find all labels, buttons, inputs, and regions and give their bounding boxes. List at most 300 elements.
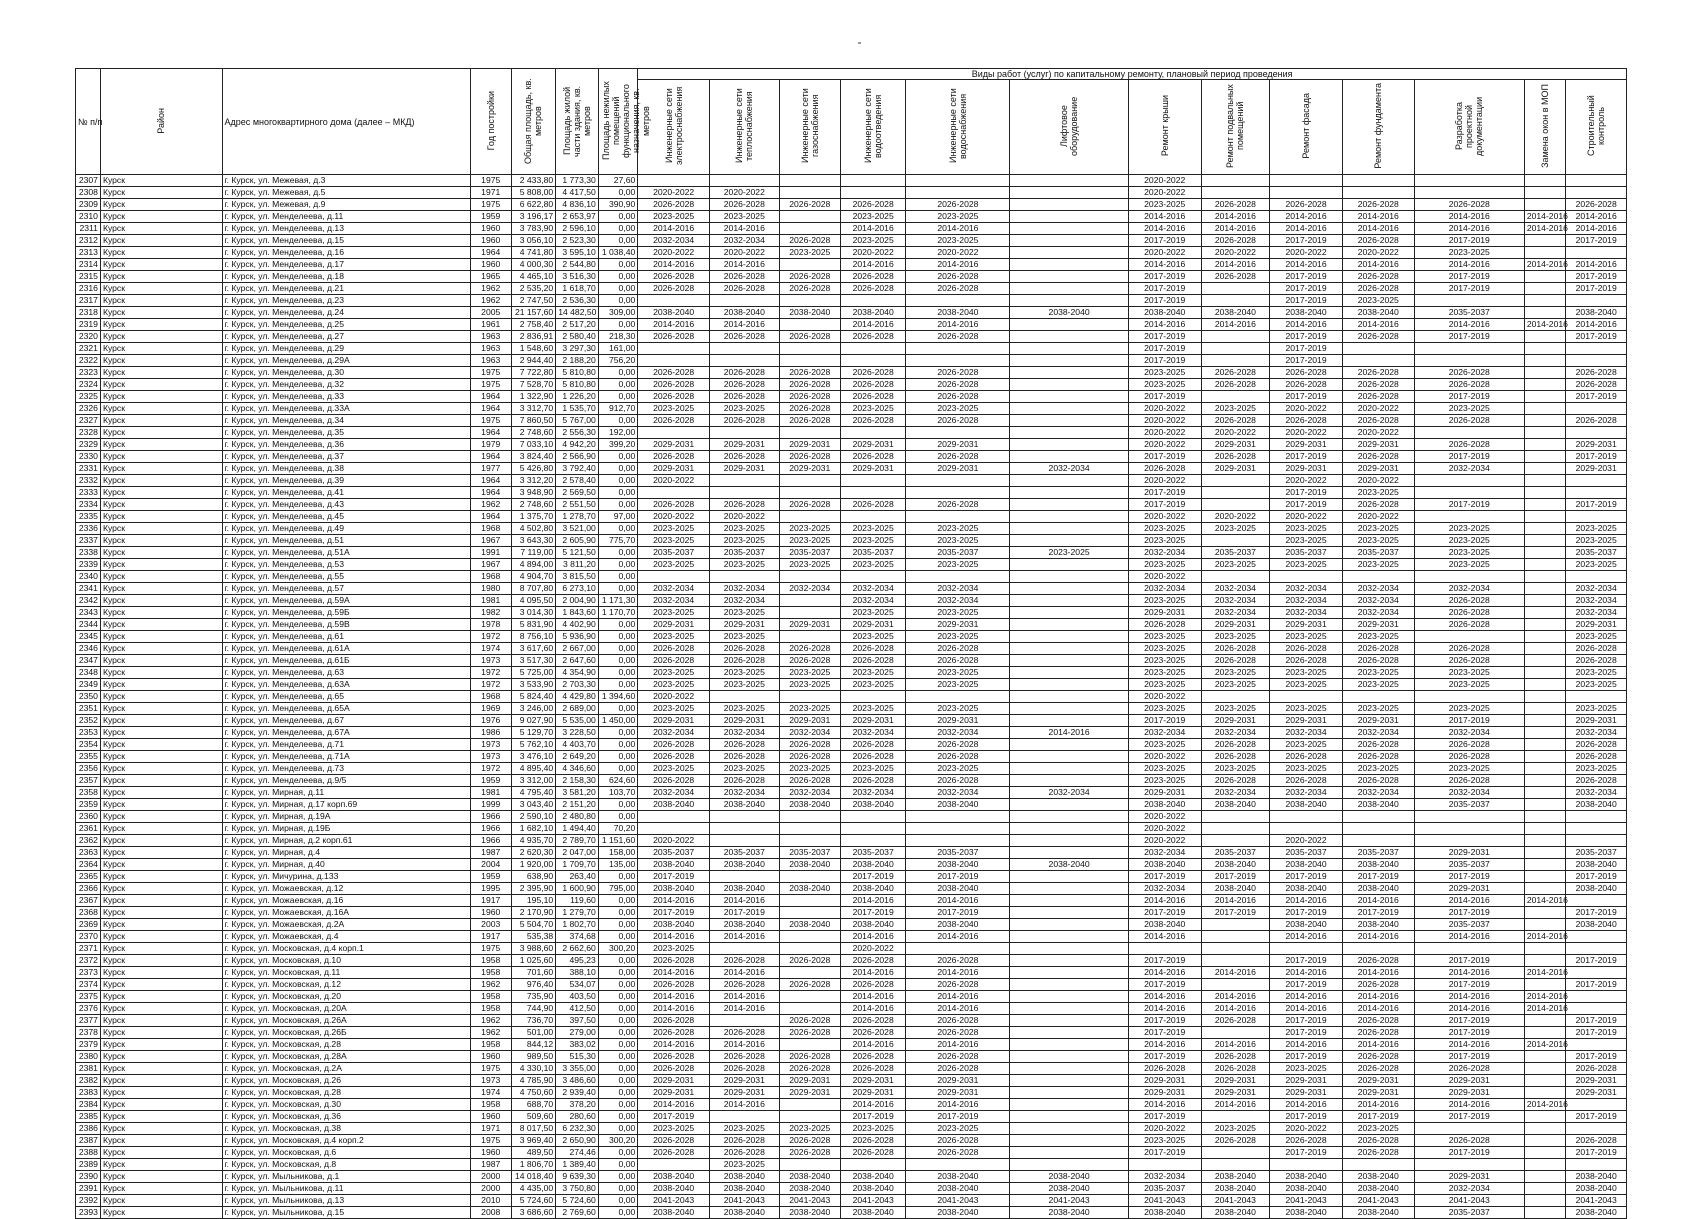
table-cell — [710, 1015, 780, 1027]
table-cell: 0,00 — [598, 1159, 637, 1171]
table-cell: 2017-2019 — [1414, 499, 1524, 511]
table-cell: 2014-2016 — [840, 967, 905, 979]
table-cell: 2023-2025 — [1270, 739, 1343, 751]
table-row — [76, 595, 1627, 607]
table-cell — [779, 943, 840, 955]
col-header-construction-control: Строительный контроль — [1566, 80, 1627, 175]
table-cell: 2023-2025 — [1201, 523, 1270, 535]
table-cell: 1975 — [470, 943, 511, 955]
table-cell — [1010, 1135, 1128, 1147]
table-cell: 2020-2022 — [1270, 427, 1343, 439]
col-header-gas: Инженерные сети газоснабжения — [779, 80, 840, 175]
table-cell: 2 703,30 — [556, 679, 599, 691]
table-cell — [1010, 1159, 1128, 1171]
table-cell: 2014-2016 — [1414, 991, 1524, 1003]
table-cell — [840, 427, 905, 439]
table-row — [76, 271, 1627, 283]
table-cell: 2029-2031 — [1270, 463, 1343, 475]
table-cell: 2014-2016 — [638, 931, 710, 943]
table-cell — [1524, 595, 1566, 607]
table-cell: 2000 — [470, 1183, 511, 1195]
table-cell: 2357 — [76, 775, 101, 787]
table-cell — [1010, 715, 1128, 727]
table-cell: 2017-2019 — [1128, 1051, 1201, 1063]
table-cell — [710, 475, 780, 487]
table-cell: г. Курск, ул. Мирная, д.19А — [222, 811, 470, 823]
table-cell: 399,20 — [598, 439, 637, 451]
table-cell: Курск — [100, 199, 222, 211]
table-cell: 2023-2025 — [710, 1123, 780, 1135]
table-cell: 1 920,00 — [511, 859, 556, 871]
table-cell: 403,50 — [556, 991, 599, 1003]
table-cell — [1128, 1159, 1201, 1171]
table-cell: г. Курск, ул. Мирная, д.11 — [222, 787, 470, 799]
table-cell: 2041-2043 — [779, 1195, 840, 1207]
table-cell: 2 590,10 — [511, 811, 556, 823]
table-cell: 2017-2019 — [1414, 979, 1524, 991]
table-cell — [1201, 175, 1270, 187]
table-cell: 2026-2028 — [1342, 1135, 1414, 1147]
table-cell: 2364 — [76, 859, 101, 871]
table-cell: 2023-2025 — [1128, 523, 1201, 535]
table-row — [76, 511, 1627, 523]
table-cell — [1010, 883, 1128, 895]
table-cell — [1524, 871, 1566, 883]
table-cell: 2014-2016 — [840, 1003, 905, 1015]
table-cell: 195,10 — [511, 895, 556, 907]
table-cell — [1010, 1051, 1128, 1063]
table-cell: 1964 — [470, 475, 511, 487]
table-cell: 2014-2016 — [1342, 967, 1414, 979]
table-cell: 3 815,50 — [556, 571, 599, 583]
table-cell: 2023-2025 — [638, 631, 710, 643]
table-cell — [1566, 811, 1627, 823]
table-cell — [1270, 1159, 1343, 1171]
table-cell: 2023-2025 — [840, 211, 905, 223]
table-cell: Курск — [100, 739, 222, 751]
table-cell: 2026-2028 — [1566, 643, 1627, 655]
table-cell: 2023-2025 — [710, 1159, 780, 1171]
table-cell: 2023-2025 — [1342, 487, 1414, 499]
table-row — [76, 739, 1627, 751]
table-cell — [1270, 943, 1343, 955]
table-cell — [638, 811, 710, 823]
table-cell: 0,00 — [598, 1015, 637, 1027]
table-cell: 2023-2025 — [840, 535, 905, 547]
table-cell: 2032-2034 — [1342, 595, 1414, 607]
table-cell: 2362 — [76, 835, 101, 847]
table-cell: 2 789,70 — [556, 835, 599, 847]
table-cell: 2026-2028 — [906, 979, 1010, 991]
table-cell: 2038-2040 — [1342, 1207, 1414, 1219]
table-cell — [1010, 427, 1128, 439]
table-cell: 2375 — [76, 991, 101, 1003]
table-cell: Курск — [100, 679, 222, 691]
table-cell: 2017-2019 — [1128, 979, 1201, 991]
table-cell: 1960 — [470, 1147, 511, 1159]
table-cell: Курск — [100, 511, 222, 523]
table-cell: 2038-2040 — [1010, 1171, 1128, 1183]
table-cell: 2026-2028 — [710, 1063, 780, 1075]
table-cell: 1972 — [470, 631, 511, 643]
table-cell: 4 435,00 — [511, 1183, 556, 1195]
table-cell: 0,00 — [598, 751, 637, 763]
table-cell: 2026-2028 — [638, 1147, 710, 1159]
table-cell — [1010, 379, 1128, 391]
table-cell: Курск — [100, 631, 222, 643]
table-cell: 1971 — [470, 187, 511, 199]
table-row — [76, 643, 1627, 655]
table-cell: 4 346,60 — [556, 763, 599, 775]
table-cell: 0,00 — [598, 487, 637, 499]
table-cell: 2032-2034 — [779, 787, 840, 799]
table-cell: 1964 — [470, 427, 511, 439]
table-cell: 2368 — [76, 907, 101, 919]
table-cell: 2026-2028 — [638, 331, 710, 343]
table-cell: 2026-2028 — [779, 1063, 840, 1075]
table-cell: 2023-2025 — [1128, 631, 1201, 643]
table-cell: 2038-2040 — [710, 883, 780, 895]
table-cell: 2376 — [76, 1003, 101, 1015]
table-cell: 2014-2016 — [710, 895, 780, 907]
table-cell: 2029-2031 — [779, 463, 840, 475]
table-cell: 2023-2025 — [1270, 523, 1343, 535]
table-cell: г. Курск, ул. Менделеева, д.57 — [222, 583, 470, 595]
table-cell: 2346 — [76, 643, 101, 655]
table-cell: 2041-2043 — [906, 1195, 1010, 1207]
table-cell: 2023-2025 — [710, 403, 780, 415]
table-cell: 5 808,00 — [511, 187, 556, 199]
table-cell: 5 767,00 — [556, 415, 599, 427]
table-cell: 2029-2031 — [1201, 439, 1270, 451]
table-cell — [1201, 979, 1270, 991]
table-cell: 2017-2019 — [1270, 979, 1343, 991]
table-cell — [1010, 499, 1128, 511]
table-cell: 2023-2025 — [638, 943, 710, 955]
table-cell — [1524, 1075, 1566, 1087]
table-cell: 2017-2019 — [1270, 451, 1343, 463]
table-cell: 2370 — [76, 931, 101, 943]
table-cell: 2010 — [470, 1195, 511, 1207]
table-cell: 688,70 — [511, 1099, 556, 1111]
table-cell: 2029-2031 — [1270, 1087, 1343, 1099]
table-cell: 2026-2028 — [840, 739, 905, 751]
scan-speck — [858, 42, 861, 44]
table-cell: 2342 — [76, 595, 101, 607]
table-cell: 2 535,20 — [511, 283, 556, 295]
table-cell: Курск — [100, 907, 222, 919]
table-cell: г. Курск, ул. Менделеева, д.33А — [222, 403, 470, 415]
table-cell: 1 322,90 — [511, 391, 556, 403]
table-cell — [1524, 619, 1566, 631]
table-cell — [1201, 343, 1270, 355]
table-cell — [1524, 295, 1566, 307]
table-cell: 2026-2028 — [710, 643, 780, 655]
table-cell: 2326 — [76, 403, 101, 415]
table-cell — [1524, 523, 1566, 535]
table-cell: 2023-2025 — [638, 667, 710, 679]
table-cell: 775,70 — [598, 535, 637, 547]
table-cell: 2035-2037 — [1566, 547, 1627, 559]
table-cell: г. Курск, ул. Менделеева, д.36 — [222, 439, 470, 451]
table-cell: 1975 — [470, 379, 511, 391]
table-cell: 2014-2016 — [906, 991, 1010, 1003]
table-cell: 2026-2028 — [906, 1063, 1010, 1075]
table-cell — [710, 571, 780, 583]
table-cell: 2014-2016 — [1524, 1003, 1566, 1015]
table-cell: 2020-2022 — [1128, 1123, 1201, 1135]
table-cell — [638, 355, 710, 367]
table-cell: 1975 — [470, 175, 511, 187]
table-cell — [840, 175, 905, 187]
table-cell — [906, 175, 1010, 187]
table-row — [76, 187, 1627, 199]
table-cell: 2023-2025 — [1270, 559, 1343, 571]
table-cell: 1972 — [470, 679, 511, 691]
table-cell: 2032-2034 — [710, 583, 780, 595]
table-cell — [1524, 403, 1566, 415]
table-cell: 2014-2016 — [840, 259, 905, 271]
table-row — [76, 523, 1627, 535]
table-row — [76, 1135, 1627, 1147]
table-cell: 2380 — [76, 1051, 101, 1063]
table-cell: 2023-2025 — [1342, 667, 1414, 679]
table-cell: 2038-2040 — [1010, 859, 1128, 871]
table-cell: 2014-2016 — [1524, 931, 1566, 943]
table-cell — [1524, 367, 1566, 379]
table-cell: 2038-2040 — [779, 859, 840, 871]
table-cell: 2035-2037 — [1128, 1183, 1201, 1195]
table-cell: 2017-2019 — [1128, 1147, 1201, 1159]
table-cell — [1566, 1123, 1627, 1135]
table-cell — [906, 823, 1010, 835]
table-cell: 2014-2016 — [1128, 319, 1201, 331]
table-cell: Курск — [100, 583, 222, 595]
table-cell: 2038-2040 — [1566, 859, 1627, 871]
table-cell — [1524, 451, 1566, 463]
table-cell: 509,60 — [511, 1111, 556, 1123]
table-cell: 2017-2019 — [1566, 1051, 1627, 1063]
table-cell: 2035-2037 — [1201, 547, 1270, 559]
table-cell: 2014-2016 — [1128, 1039, 1201, 1051]
table-cell — [1201, 835, 1270, 847]
table-cell: 2026-2028 — [710, 1027, 780, 1039]
table-cell: 2038-2040 — [1010, 1183, 1128, 1195]
table-cell: 2026-2028 — [1342, 331, 1414, 343]
table-cell: г. Курск, ул. Менделеева, д.24 — [222, 307, 470, 319]
table-cell: 638,90 — [511, 871, 556, 883]
table-cell: 2 556,30 — [556, 427, 599, 439]
table-cell: Курск — [100, 1087, 222, 1099]
table-cell: 0,00 — [598, 235, 637, 247]
table-cell: 0,00 — [598, 1111, 637, 1123]
table-cell: 0,00 — [598, 391, 637, 403]
table-cell: г. Курск, ул. Московская, д.38 — [222, 1123, 470, 1135]
table-cell: 2014-2016 — [1524, 1099, 1566, 1111]
table-cell: 2020-2022 — [1342, 247, 1414, 259]
table-cell: 1 170,70 — [598, 607, 637, 619]
table-cell: Курск — [100, 655, 222, 667]
table-cell: 1958 — [470, 1039, 511, 1051]
table-cell — [1524, 643, 1566, 655]
table-cell: 2038-2040 — [710, 1171, 780, 1183]
table-cell: 2023-2025 — [779, 535, 840, 547]
table-cell — [906, 811, 1010, 823]
table-cell: Курск — [100, 571, 222, 583]
table-cell: 2017-2019 — [1270, 295, 1343, 307]
table-cell: 4 750,60 — [511, 1087, 556, 1099]
table-cell: 1963 — [470, 331, 511, 343]
col-header-total-area: Общая площадь, кв. метров — [511, 69, 556, 175]
table-row — [76, 283, 1627, 295]
table-cell: 2029-2031 — [1270, 1075, 1343, 1087]
table-cell: 1 038,40 — [598, 247, 637, 259]
table-cell: Курск — [100, 763, 222, 775]
table-cell — [1414, 187, 1524, 199]
table-cell: 2038-2040 — [1342, 799, 1414, 811]
table-cell: 2029-2031 — [1270, 619, 1343, 631]
table-cell: 2014-2016 — [1201, 895, 1270, 907]
table-cell: 2038-2040 — [779, 1171, 840, 1183]
table-cell: 2035-2037 — [779, 547, 840, 559]
table-cell — [1414, 295, 1524, 307]
table-cell: 2029-2031 — [840, 439, 905, 451]
table-cell: 7 033,10 — [511, 439, 556, 451]
table-cell: Курск — [100, 271, 222, 283]
table-cell: 2041-2043 — [1414, 1195, 1524, 1207]
table-cell — [1524, 823, 1566, 835]
table-cell: 2035-2037 — [1414, 859, 1524, 871]
table-cell: 2014-2016 — [906, 1003, 1010, 1015]
table-cell: г. Курск, ул. Можаевская, д.16А — [222, 907, 470, 919]
table-cell: 2026-2028 — [1342, 955, 1414, 967]
table-cell: 2014-2016 — [1128, 259, 1201, 271]
table-cell: 2026-2028 — [1201, 751, 1270, 763]
table-cell: 2026-2028 — [840, 1063, 905, 1075]
table-cell — [1010, 271, 1128, 283]
table-cell — [1524, 1087, 1566, 1099]
table-cell — [840, 811, 905, 823]
table-cell: 2038-2040 — [840, 1183, 905, 1195]
table-cell: 2026-2028 — [1342, 1063, 1414, 1075]
table-cell: 3 988,60 — [511, 943, 556, 955]
table-cell: г. Курск, ул. Московская, д.6 — [222, 1147, 470, 1159]
table-cell — [1201, 535, 1270, 547]
table-cell: г. Курск, ул. Менделеева, д.71 — [222, 739, 470, 751]
table-cell — [1524, 283, 1566, 295]
table-cell: 2014-2016 — [1566, 211, 1627, 223]
col-header-address: Адрес многоквартирного дома (далее – МКД) — [222, 69, 470, 175]
table-cell: 1980 — [470, 583, 511, 595]
table-cell: Курск — [100, 367, 222, 379]
table-cell: 2026-2028 — [1128, 1063, 1201, 1075]
table-cell: 2023-2025 — [1128, 667, 1201, 679]
table-cell: 1 226,20 — [556, 391, 599, 403]
table-cell — [779, 607, 840, 619]
table-cell: 2029-2031 — [1414, 847, 1524, 859]
table-cell: г. Курск, ул. Московская, д.2А — [222, 1063, 470, 1075]
table-cell — [779, 187, 840, 199]
table-cell: г. Курск, ул. Менделеева, д.53 — [222, 559, 470, 571]
table-cell: г. Курск, ул. Мыльникова, д.11 — [222, 1183, 470, 1195]
table-cell: 2029-2031 — [1201, 463, 1270, 475]
table-cell: 2026-2028 — [840, 499, 905, 511]
table-cell: 2331 — [76, 463, 101, 475]
table-cell: 2035-2037 — [906, 547, 1010, 559]
table-row — [76, 1051, 1627, 1063]
table-cell — [1524, 559, 1566, 571]
table-cell: 2032-2034 — [1270, 787, 1343, 799]
table-cell: 2354 — [76, 739, 101, 751]
table-cell: 2026-2028 — [1414, 643, 1524, 655]
table-cell — [1524, 439, 1566, 451]
table-row — [76, 655, 1627, 667]
table-row — [76, 571, 1627, 583]
table-cell: 2038-2040 — [1566, 1183, 1627, 1195]
table-cell: 5 535,00 — [556, 715, 599, 727]
col-header-windows: Замена окон в МОП — [1524, 80, 1566, 175]
table-cell: 1966 — [470, 811, 511, 823]
table-cell — [1414, 1159, 1524, 1171]
table-cell: 309,00 — [598, 307, 637, 319]
table-cell: 2023-2025 — [1414, 247, 1524, 259]
table-cell: 2020-2022 — [1128, 751, 1201, 763]
table-cell: 2014-2016 — [1270, 931, 1343, 943]
table-cell — [1524, 739, 1566, 751]
table-cell: 2 647,60 — [556, 655, 599, 667]
table-cell: 2026-2028 — [1270, 643, 1343, 655]
table-cell: 14 018,40 — [511, 1171, 556, 1183]
table-cell — [1010, 199, 1128, 211]
table-cell — [1201, 955, 1270, 967]
table-row — [76, 343, 1627, 355]
table-cell: 2020-2022 — [1270, 247, 1343, 259]
table-cell: 2014-2016 — [1414, 1099, 1524, 1111]
table-cell: 2369 — [76, 919, 101, 931]
table-cell: 2014-2016 — [1270, 1039, 1343, 1051]
table-cell — [1010, 811, 1128, 823]
table-cell: 2 836,91 — [511, 331, 556, 343]
table-cell — [1524, 571, 1566, 583]
table-cell: 3 783,90 — [511, 223, 556, 235]
table-cell — [1524, 1063, 1566, 1075]
table-cell: 2029-2031 — [906, 715, 1010, 727]
table-cell: 2017-2019 — [1414, 1051, 1524, 1063]
table-cell — [1524, 1123, 1566, 1135]
table-cell: 2337 — [76, 535, 101, 547]
table-cell — [1010, 967, 1128, 979]
table-cell — [1010, 919, 1128, 931]
table-cell: 2023-2025 — [906, 1123, 1010, 1135]
table-row — [76, 1195, 1627, 1207]
table-cell — [1201, 295, 1270, 307]
table-cell: 2014-2016 — [1201, 1039, 1270, 1051]
table-cell: 2391 — [76, 1183, 101, 1195]
table-cell: 2017-2019 — [1128, 295, 1201, 307]
table-cell: 3 246,00 — [511, 703, 556, 715]
table-cell: 2026-2028 — [1342, 379, 1414, 391]
table-cell: 2 580,40 — [556, 331, 599, 343]
table-cell: 2014-2016 — [1201, 259, 1270, 271]
table-cell: 2017-2019 — [1566, 499, 1627, 511]
table-body — [76, 175, 1627, 1219]
table-cell: 2023-2025 — [906, 679, 1010, 691]
table-cell: 1964 — [470, 247, 511, 259]
table-cell — [779, 475, 840, 487]
table-cell: 2014-2016 — [1524, 1039, 1566, 1051]
table-cell: 2029-2031 — [906, 1087, 1010, 1099]
col-header-nonresidential-area: Площадь нежилых помещений функционального назначения, кв. метров — [598, 69, 637, 175]
